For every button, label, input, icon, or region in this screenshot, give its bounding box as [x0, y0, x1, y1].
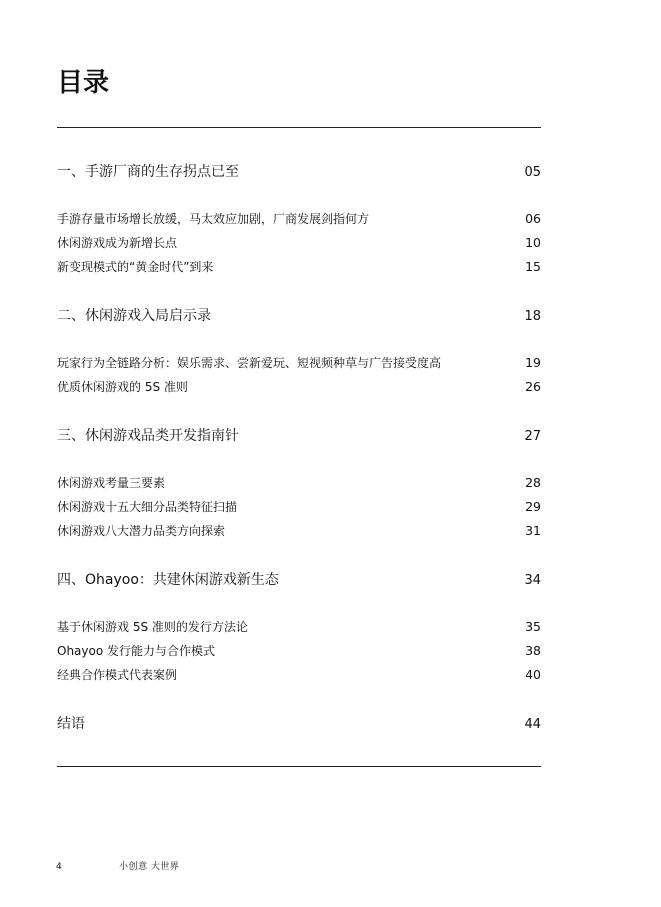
toc-page-number: 18 — [524, 309, 541, 324]
toc-item[interactable] — [57, 354, 541, 372]
toc-page-number: 27 — [524, 429, 541, 444]
toc-page-number: 34 — [524, 573, 541, 588]
toc-item[interactable] — [57, 498, 541, 516]
toc-section-label: 结语 — [57, 716, 85, 732]
toc-item-label: 手游存量市场增长放缓，马太效应加剧，厂商发展剑指何方 — [57, 212, 370, 226]
toc-page-number: 15 — [525, 259, 541, 274]
toc-item-label: 休闲游戏成为新增长点 — [57, 236, 178, 250]
toc-section-4[interactable] — [57, 569, 541, 591]
toc-item-label: 基于休闲游戏 5S 准则的发行方法论 — [57, 620, 248, 634]
toc-section-label: 一、手游厂商的生存拐点已至 — [57, 164, 239, 180]
toc-item[interactable] — [57, 234, 541, 252]
toc-item[interactable] — [57, 378, 541, 396]
toc-page-number: 29 — [525, 499, 541, 514]
toc-page-number: 38 — [525, 643, 541, 658]
toc-item-label: 新变现模式的“黄金时代”到来 — [57, 260, 214, 274]
toc-item[interactable] — [57, 210, 541, 228]
toc-page-number: 31 — [525, 523, 541, 538]
toc-item[interactable] — [57, 258, 541, 276]
toc-page-number: 28 — [525, 475, 541, 490]
toc-item-label: 玩家行为全链路分析：娱乐需求、尝新爱玩、短视频种草与广告接受度高 — [57, 356, 442, 370]
toc-item-label: 优质休闲游戏的 5S 准则 — [57, 380, 188, 394]
footer-page-number: 4 — [56, 862, 62, 872]
toc-page-number: 10 — [525, 235, 541, 250]
toc-item[interactable] — [57, 666, 541, 684]
toc-item-label: 经典合作模式代表案例 — [57, 668, 178, 682]
toc-section-label: 三、休闲游戏品类开发指南针 — [57, 428, 239, 444]
top-divider — [57, 127, 541, 128]
toc-section-2[interactable] — [57, 305, 541, 327]
footer-slogan: 小创意 大世界 — [119, 862, 180, 872]
toc-item[interactable] — [57, 618, 541, 636]
toc-page-number: 19 — [525, 355, 541, 370]
toc-page-number: 05 — [524, 165, 541, 180]
toc-section-label: 二、休闲游戏入局启示录 — [57, 308, 211, 324]
page-title: 目录 — [57, 68, 110, 98]
toc-page-number: 26 — [525, 379, 541, 394]
toc-page-number: 35 — [525, 619, 541, 634]
toc-item-label: 休闲游戏八大潜力品类方向探索 — [57, 524, 226, 538]
toc-item[interactable] — [57, 522, 541, 540]
toc-item-label: Ohayoo 发行能力与合作模式 — [57, 644, 216, 658]
toc-page-number: 44 — [524, 717, 541, 732]
toc-section-3[interactable] — [57, 425, 541, 447]
toc-item[interactable] — [57, 474, 541, 492]
toc-section-label: 四、Ohayoo：共建休闲游戏新生态 — [57, 572, 279, 588]
toc-item-label: 休闲游戏十五大细分品类特征扫描 — [57, 500, 238, 514]
toc-section-1[interactable] — [57, 161, 541, 183]
bottom-divider — [57, 766, 541, 767]
toc-section-5[interactable] — [57, 713, 541, 735]
toc-item-label: 休闲游戏考量三要素 — [57, 476, 166, 490]
toc-page-number: 06 — [525, 211, 541, 226]
toc-item[interactable] — [57, 642, 541, 660]
toc-page-number: 40 — [525, 667, 541, 682]
